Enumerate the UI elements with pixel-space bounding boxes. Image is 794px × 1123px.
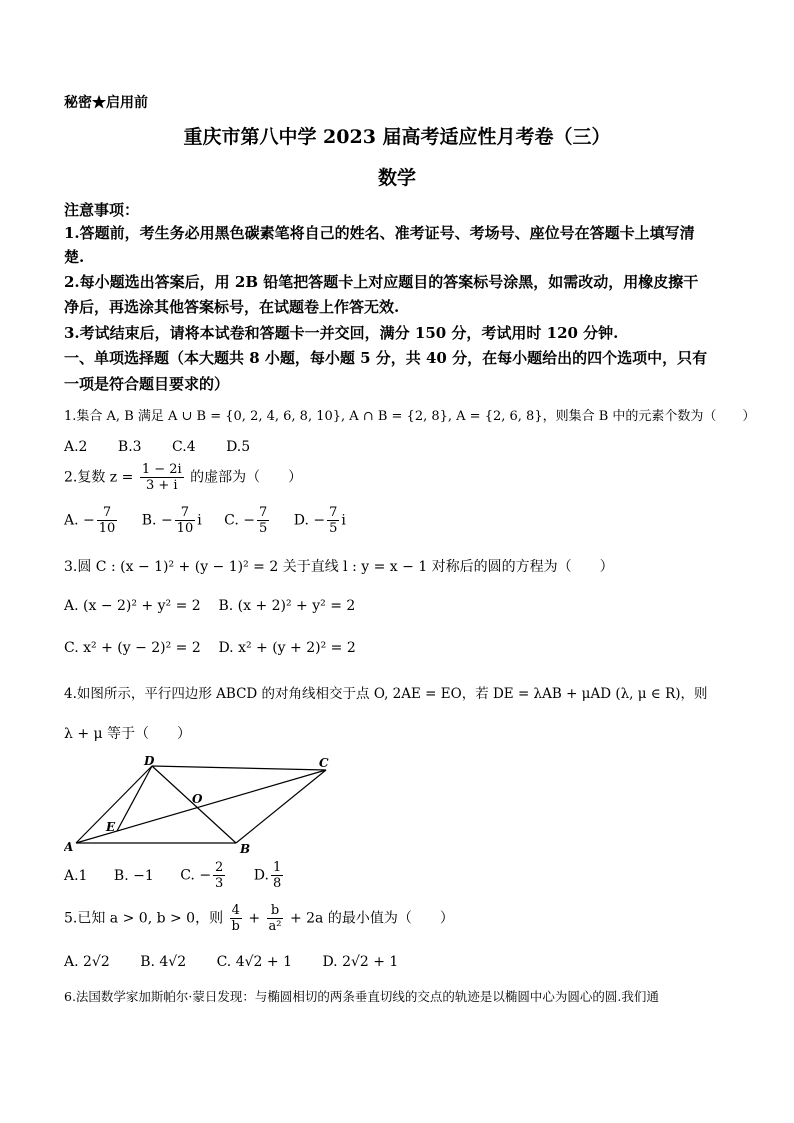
q4-option-d bbox=[254, 860, 285, 891]
edge-cd bbox=[152, 766, 326, 770]
q5-f1-num: 4 bbox=[230, 903, 242, 919]
q2-frac-num: 1 − 2i bbox=[141, 462, 182, 477]
q3-option-a: A. (x − 2)² + y² = 2 bbox=[64, 598, 201, 614]
q1-option-c: C.4 bbox=[172, 439, 196, 455]
q2-opt-b-label: B. − bbox=[141, 512, 173, 529]
q4-option-b: B. −1 bbox=[113, 867, 154, 884]
label-a: A bbox=[64, 840, 74, 854]
edge-bc bbox=[236, 770, 326, 843]
q2-option-d bbox=[294, 505, 346, 536]
q2-suffix: 的虚部为（ ） bbox=[190, 469, 303, 486]
q3-option-d: D. x² + (y + 2)² = 2 bbox=[218, 640, 356, 656]
q1-option-a: A.2 bbox=[64, 439, 88, 455]
q2-opt-c-frac bbox=[257, 505, 269, 536]
q5-frac-1 bbox=[230, 903, 242, 934]
question-3-options-row1 bbox=[64, 598, 355, 614]
question-6-stem: 6.法国数学家加斯帕尔·蒙日发现：与椭圆相切的两条垂直切线的交点的轨迹是以椭圆中心为圆心的圆.我们通 bbox=[64, 989, 659, 1004]
q2-opt-d-frac bbox=[327, 505, 339, 536]
question-3-stem: 3.圆 C : (x − 1)² + (y − 1)² = 2 关于直线 l : y = x − 1 对称后的圆的方程为（ ） bbox=[64, 559, 614, 575]
q3-option-b: B. (x + 2)² + y² = 2 bbox=[218, 598, 356, 614]
q5-frac-2 bbox=[267, 903, 284, 934]
q2-option-c bbox=[224, 505, 271, 536]
question-1-stem: 1.集合 A, B 满足 A ∪ B = {0, 2, 4, 6, 8, 10}, A ∩ B = {2, 8}, A = {2, 6, 8}，则集合 B 中的元素个数为（ ） bbox=[64, 409, 756, 424]
q4-opt-d-frac bbox=[271, 860, 283, 891]
question-4-stem-cont: λ + μ 等于（ ） bbox=[64, 726, 192, 742]
label-d: D bbox=[144, 755, 155, 768]
q5-option-c: C. 4√2 + 1 bbox=[216, 954, 292, 970]
note-item-2: 2.每小题选出答案后，用 2B 铅笔把答题卡上对应题目的答案标号涂黑，如需改动，用橡皮擦干 bbox=[64, 273, 699, 291]
q5-prefix: 5.已知 a > 0, b > 0，则 bbox=[64, 910, 224, 927]
q2-opt-a-frac bbox=[97, 505, 118, 536]
q2-opt-d-den: 5 bbox=[329, 521, 338, 536]
question-2-options bbox=[64, 505, 346, 536]
notes-heading: 注意事项： bbox=[64, 201, 140, 219]
question-1-options bbox=[64, 439, 276, 455]
q2-fraction bbox=[140, 462, 184, 493]
q4-option-c bbox=[180, 860, 227, 891]
q5-option-a: A. 2√2 bbox=[64, 954, 110, 970]
q4-opt-c-frac bbox=[213, 860, 225, 891]
q2-opt-c-den: 5 bbox=[259, 521, 268, 536]
q5-plus: + bbox=[248, 910, 261, 927]
q2-opt-b-tail: i bbox=[197, 512, 202, 529]
q5-option-d: D. 2√2 + 1 bbox=[322, 954, 399, 970]
q2-opt-d-tail: i bbox=[341, 512, 346, 529]
q2-opt-a-label: A. − bbox=[64, 512, 95, 529]
q5-suffix: + 2a 的最小值为（ ） bbox=[289, 910, 454, 927]
exam-title: 重庆市第八中学 2023 届高考适应性月考卷（三） bbox=[183, 126, 611, 148]
q4-option-a: A.1 bbox=[64, 867, 88, 884]
label-o: O bbox=[192, 792, 203, 806]
label-e: E bbox=[106, 820, 116, 834]
subject-title: 数学 bbox=[377, 167, 416, 189]
q2-frac-den: 3 + i bbox=[145, 478, 178, 493]
q2-prefix: 2.复数 z = bbox=[64, 469, 134, 486]
q5-f1-den: b bbox=[231, 919, 240, 934]
note-item-1: 1.答题前，考生务必用黑色碳素笔将自己的姓名、准考证号、考场号、座位号在答题卡上填写清 bbox=[64, 224, 695, 242]
q2-opt-d-label: D. − bbox=[293, 512, 326, 529]
q2-opt-a-num: 7 bbox=[97, 505, 118, 521]
question-5-options bbox=[64, 954, 424, 970]
q4-opt-c-den: 3 bbox=[215, 876, 224, 891]
question-4-stem: 4.如图所示，平行四边形 ABCD 的对角线相交于点 O, 2AE = EO，若 DE = λAB + μAD (λ, μ ∈ R)，则 bbox=[64, 686, 708, 702]
q4-opt-d-num: 1 bbox=[272, 860, 282, 875]
note-item-3: 3.考试结束后，请将本试卷和答题卡一并交回，满分 150 分，考试用时 120 分钟. bbox=[64, 324, 619, 342]
question-5-stem bbox=[64, 903, 454, 934]
question-3-options-row2 bbox=[64, 640, 356, 656]
note-item-2-cont: 净后，再选涂其他答案标号，在试题卷上作答无效. bbox=[64, 298, 400, 316]
section-heading-cont: 一项是符合题目要求的） bbox=[64, 375, 230, 393]
note-item-1-cont: 楚. bbox=[64, 248, 85, 266]
q5-f2-num: b bbox=[267, 903, 284, 919]
q2-opt-b-den: 10 bbox=[176, 521, 194, 536]
q2-option-a bbox=[64, 505, 119, 536]
q4-opt-d-label: D. bbox=[253, 867, 269, 884]
q2-opt-c-label: C. − bbox=[224, 512, 255, 529]
q2-opt-b-num: 7 bbox=[175, 505, 196, 521]
label-b: B bbox=[240, 842, 251, 855]
parallelogram-figure bbox=[64, 755, 334, 855]
confidential-label: 秘密★启用前 bbox=[64, 95, 148, 111]
question-4-options bbox=[64, 860, 285, 891]
q3-option-c: C. x² + (y − 2)² = 2 bbox=[64, 640, 201, 656]
q2-opt-d-num: 7 bbox=[329, 505, 338, 520]
q4-opt-d-den: 8 bbox=[272, 876, 282, 891]
q4-opt-c-num: 2 bbox=[215, 860, 224, 875]
q2-option-b bbox=[142, 505, 202, 536]
q1-option-d: D.5 bbox=[226, 439, 251, 455]
q2-opt-b-frac bbox=[175, 505, 196, 536]
question-2-stem bbox=[64, 462, 302, 493]
q5-f2-den: a² bbox=[268, 919, 282, 934]
q2-opt-a-den: 10 bbox=[98, 521, 116, 536]
q2-opt-c-num: 7 bbox=[259, 505, 268, 520]
segment-de bbox=[117, 766, 152, 831]
label-c: C bbox=[319, 756, 329, 770]
section-heading: 一、单项选择题（本大题共 8 小题，每小题 5 分，共 40 分，在每小题给出的四个选项中，只有 bbox=[64, 349, 708, 367]
q1-option-b: B.3 bbox=[117, 439, 142, 455]
q4-opt-c-label: C. − bbox=[180, 867, 212, 884]
q5-option-b: B. 4√2 bbox=[140, 954, 187, 970]
